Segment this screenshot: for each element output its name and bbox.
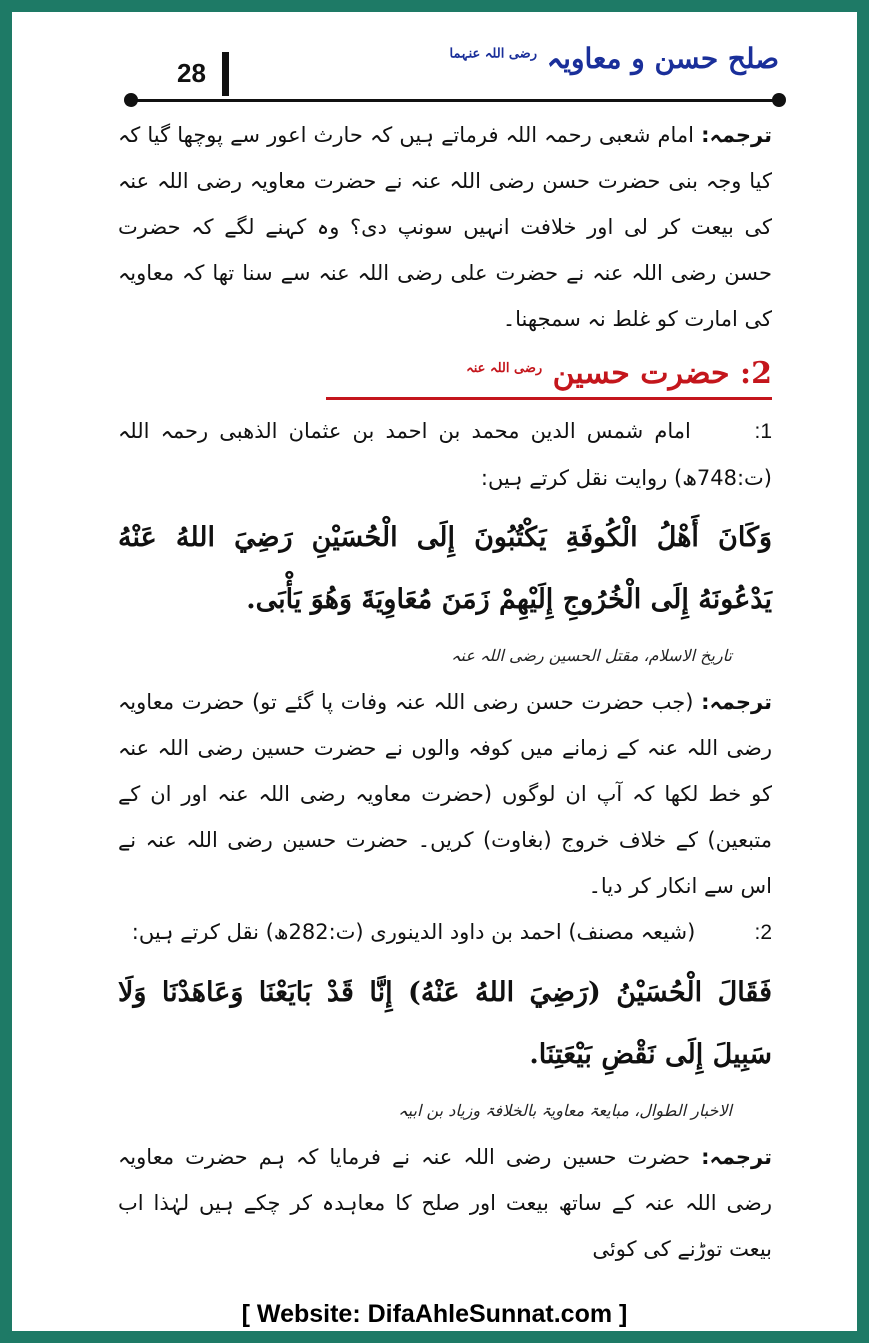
translation-text: حضرت حسین رضی اللہ عنہ نے فرمایا کہ ہم حضرت معاویہ رضی اللہ عنہ کے ساتھ بیعت اور صلح کا معاہدہ کر چکے ہیں لہٰذا اب بیعت توڑنے کی کوئی — [118, 1145, 772, 1261]
translation-label: ترجمہ: — [701, 123, 772, 147]
arabic-quote: فَقَالَ الْحُسَيْنُ (رَضِيَ اللهُ عَنْهُ) إِنَّا قَدْ بَايَعْنَا وَعَاهَدْنَا وَلَا سَبِيلَ إِلَى نَقْضِ بَيْعَتِنَا. — [118, 977, 772, 1070]
book-title — [450, 42, 779, 75]
page-content — [118, 112, 772, 1272]
source-reference: الاخبار الطوال، مبایعۃ معاویۃ بالخلافۃ وزیاد بن ابیہ — [398, 1101, 732, 1120]
header-rule-end-dot — [124, 93, 138, 107]
translation-label: ترجمہ: — [701, 690, 772, 714]
translation-paragraph — [118, 1134, 772, 1272]
page-header — [12, 12, 857, 107]
header-rule-end-dot — [772, 93, 786, 107]
translation-paragraph — [118, 679, 772, 909]
source-reference: تاریخ الاسلام، مقتل الحسین رضی اللہ عنہ — [451, 646, 732, 665]
section-title: حضرت حسین — [552, 356, 730, 391]
arabic-quote: وَكَانَ أَهْلُ الْكُوفَةِ يَكْتُبُونَ إِلَى الْحُسَيْنِ رَضِيَ اللهُ عَنْهُ يَدْعُونَهُ إِلَى الْخُرُوجِ إِلَيْهِمْ زَمَنَ مُعَاوِيَةَ وَهُوَ يَأْبَى. — [118, 522, 772, 615]
translation-label: ترجمہ: — [701, 1145, 773, 1169]
translation-text: (جب حضرت حسن رضی اللہ عنہ وفات پا گئے تو) حضرت معاویہ رضی اللہ عنہ کے زمانے میں کوفہ والوں نے حضرت حسین رضی اللہ عنہ کو خط لکھا کہ آپ ان لوگوں (حضرت معاویہ رضی اللہ عنہ اور ان کے متبعین) کے خلاف خروج (بغاوت) کریں۔ حضرت حسین رضی اللہ عنہ نے اس سے انکار کر دیا۔ — [118, 690, 772, 898]
section-heading-text — [326, 356, 772, 400]
narration-number: 1: — [754, 420, 772, 443]
narration-intro-text: (شیعہ مصنف) احمد بن داود الدینوری (ت:282ھ) نقل کرتے ہیں: — [131, 920, 696, 944]
translation-text: امام شعبی رحمہ اللہ فرماتے ہیں کہ حارث اعور سے پوچھا گیا کہ کیا وجہ بنی حضرت حسن رضی اللہ عنہ نے حضرت معاویہ رضی اللہ عنہ کی بیعت کر لی اور خلافت انہیں سونپ دی؟ وہ کہنے لگے کہ حضرت حسن رضی اللہ عنہ نے حضرت علی رضی اللہ عنہ سے سنا تھا کہ معاویہ کی امارت کو غلط نہ سمجھنا۔ — [118, 123, 772, 331]
page-number: 28 — [177, 58, 206, 88]
translation-paragraph — [118, 112, 772, 342]
title-honorific: رضی اللہ عنہما — [449, 46, 537, 62]
section-heading — [118, 356, 772, 408]
header-rule — [130, 99, 778, 102]
book-title-text: صلح حسن و معاویہ — [546, 42, 779, 75]
section-honorific: رضی اللہ عنہ — [466, 361, 543, 376]
narration-intro-text: امام شمس الدین محمد بن احمد بن عثمان الذھبی رحمہ اللہ (ت:748ھ) روایت نقل کرتے ہیں: — [118, 419, 772, 490]
section-number: 2: — [740, 356, 772, 391]
narration-intro — [118, 909, 772, 956]
header-divider-bar — [222, 52, 229, 96]
narration-number: 2: — [754, 921, 772, 944]
narration-intro — [118, 408, 772, 501]
website-footer: [ Website: DifaAhleSunnat.com ] — [241, 1300, 628, 1328]
